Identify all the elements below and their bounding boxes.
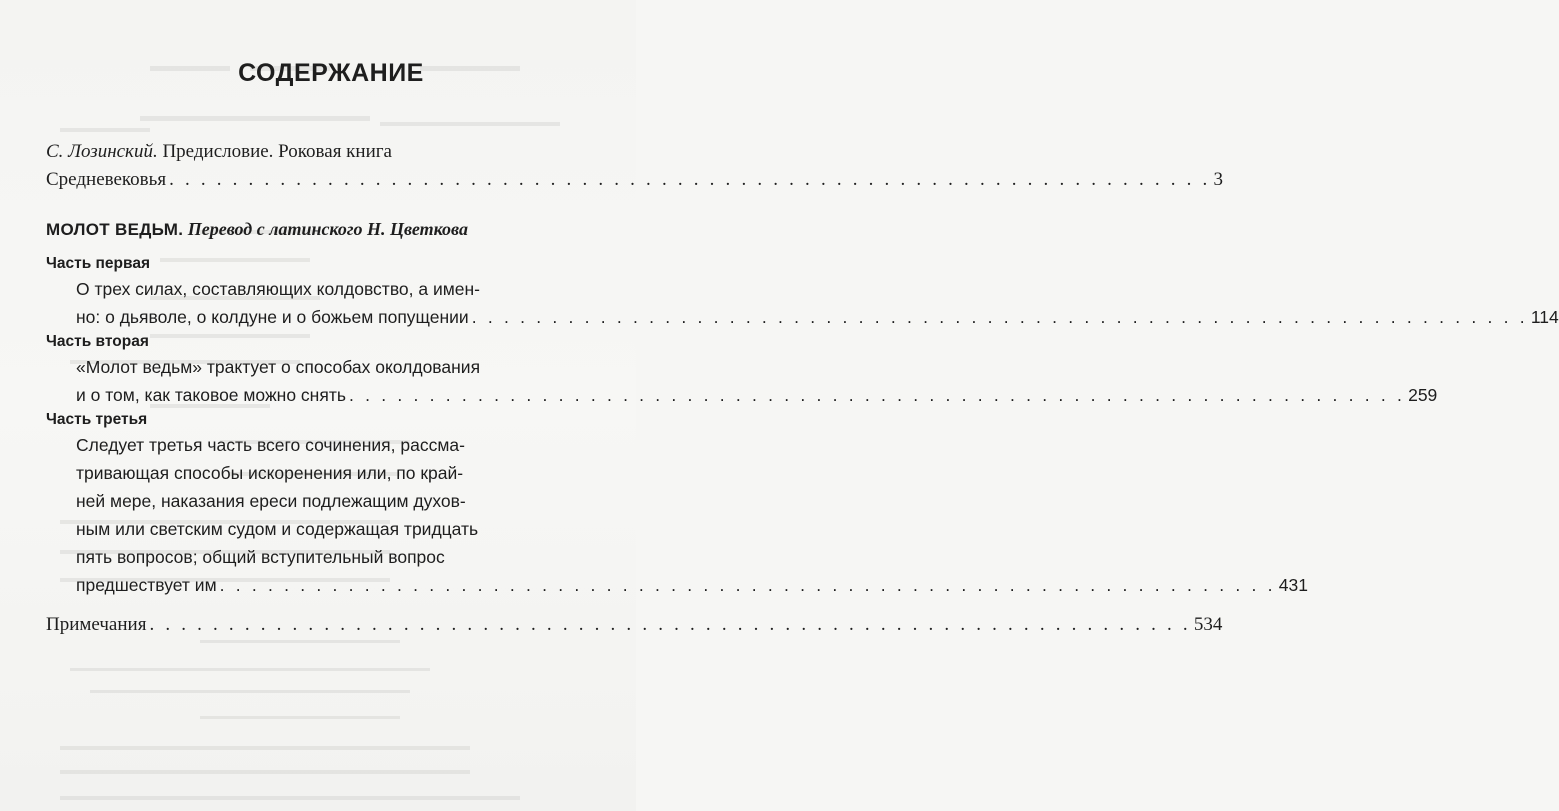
- preface-title-line1: Предисловие. Роковая книга: [162, 141, 392, 162]
- dot-leader: . . . . . . . . . . . . . . . . . . . . . . . . . . . . . . . . . . . . . . . . . . . . . . . . . . . . . . . . . . . . . . . . . .: [471, 307, 1528, 327]
- preface-author: С. Лозинский.: [46, 141, 158, 162]
- preface-title-line2: Средневековья: [46, 169, 167, 190]
- toc-entry-part-1: [46, 253, 1559, 331]
- toc-entry-part-2: [46, 331, 1438, 409]
- part-1-line1: О трех силах, составляющих колдовство, а имен-: [76, 279, 481, 299]
- table-of-contents: [46, 54, 1559, 639]
- dot-leader: . . . . . . . . . . . . . . . . . . . . . . . . . . . . . . . . . . . . . . . . . . . . . . . . . . . . . . . . . . . . . . . . . .: [348, 385, 1406, 405]
- notes-page-number: 534: [1193, 614, 1223, 635]
- book-translator: Перевод с латинского Н. Цветкова: [187, 219, 468, 239]
- part-3-line6: предшествует им: [76, 575, 217, 595]
- toc-entry-part-3: [46, 409, 1308, 599]
- part-2-line1: «Молот ведьм» трактует о способах околдования: [76, 357, 481, 377]
- part-3-line5: пять вопросов; общий вступительный вопрос: [76, 547, 445, 567]
- toc-entry-notes: [46, 611, 1223, 639]
- part-label: Часть вторая: [46, 333, 149, 350]
- dot-leader: . . . . . . . . . . . . . . . . . . . . . . . . . . . . . . . . . . . . . . . . . . . . . . . . . . . . . . . . . . . . . . . . . .: [169, 169, 1211, 190]
- part-3-line1: Следует третья часть всего сочинения, рассма-: [76, 435, 465, 455]
- preface-page-number: 3: [1213, 169, 1224, 190]
- part-3-line3: ней мере, наказания ереси подлежащим духов-: [76, 491, 466, 511]
- part-2-line2: и о том, как таковое можно снять: [76, 385, 346, 405]
- toc-book-heading: [46, 216, 556, 243]
- book-title: МОЛОТ ВЕДЬМ.: [46, 220, 184, 239]
- part-1-page-number: 114: [1530, 307, 1559, 327]
- part-3-line2: тривающая способы искоренения или, по край-: [76, 463, 464, 483]
- part-2-page-number: 259: [1408, 385, 1438, 405]
- notes-label: Примечания: [46, 614, 147, 635]
- part-3-line4: ным или светским судом и содержащая тридцать: [76, 519, 479, 539]
- dot-leader: . . . . . . . . . . . . . . . . . . . . . . . . . . . . . . . . . . . . . . . . . . . . . . . . . . . . . . . . . . . . . . . . . .: [149, 614, 1191, 635]
- part-3-page-number: 431: [1278, 575, 1308, 595]
- toc-entry-preface: [46, 138, 1224, 194]
- page-title: СОДЕРЖАНИЕ: [238, 59, 424, 87]
- part-label: Часть первая: [46, 255, 150, 272]
- dot-leader: . . . . . . . . . . . . . . . . . . . . . . . . . . . . . . . . . . . . . . . . . . . . . . . . . . . . . . . . . . . . . . . . . .: [219, 575, 1276, 595]
- part-label: Часть третья: [46, 411, 148, 428]
- part-1-line2: но: о дьяволе, о колдуне и о божьем попущении: [76, 307, 469, 327]
